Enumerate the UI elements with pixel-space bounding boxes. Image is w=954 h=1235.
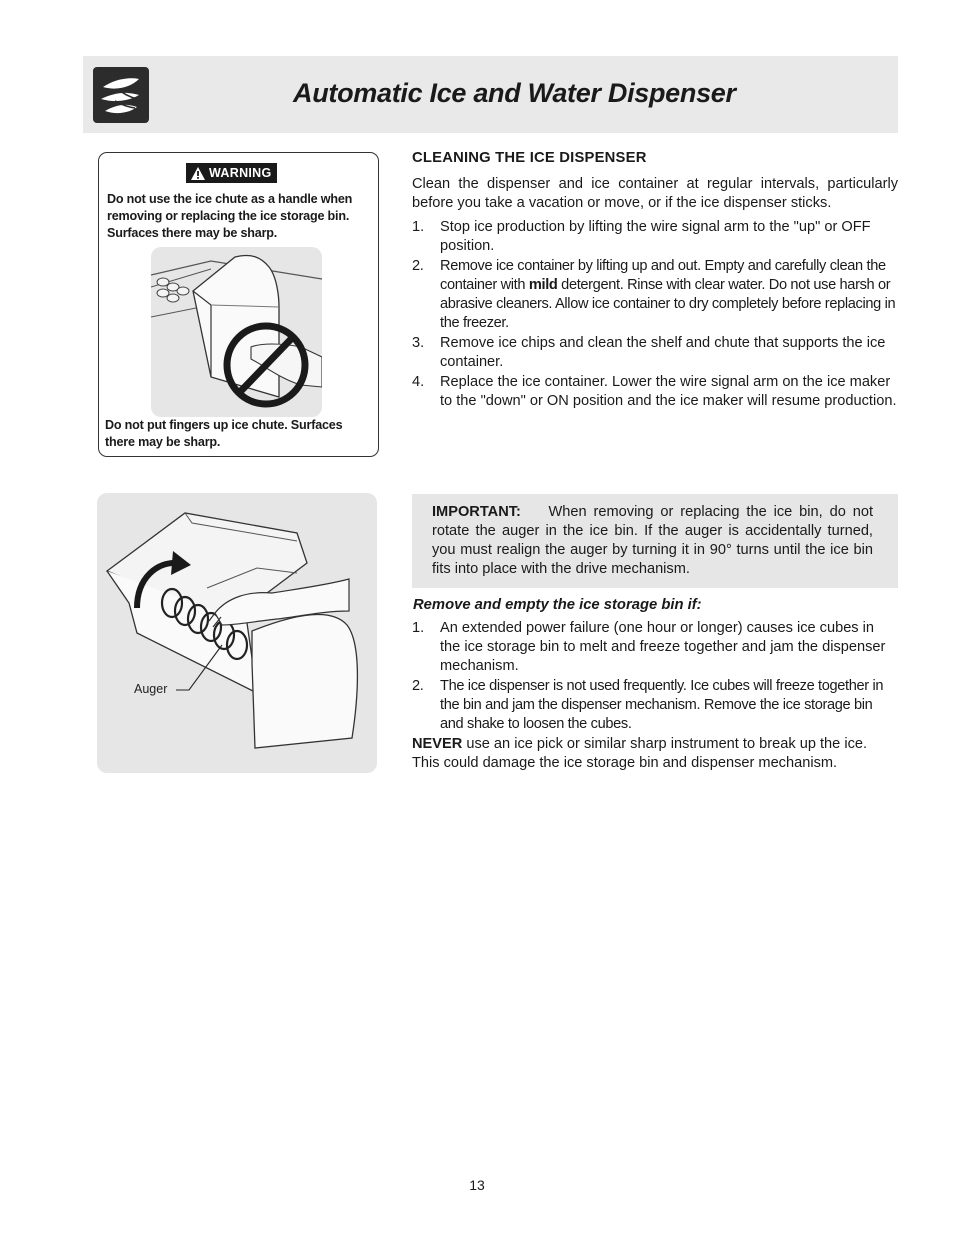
page-number: 13: [469, 1177, 485, 1193]
list-item: [412, 619, 898, 676]
list-item-number: 2.: [412, 258, 424, 274]
important-note: [412, 494, 898, 588]
ice-chute-illustration: [151, 247, 322, 417]
list-item-text: The ice dispenser is not used frequently. Ice cubes will freeze together in the bin and jam the dispenser mechanism. Remove the ice storage bin and shake to loosen the cubes.: [440, 678, 884, 732]
cleaning-steps-list: [412, 218, 898, 412]
cleaning-heading: CLEANING THE ICE DISPENSER: [412, 150, 647, 166]
list-item-text-part: detergent. Rinse with clear water. Do not use harsh or abrasive cleaners. Allow ice container to dry completely before replacing in the freezer.: [440, 277, 896, 331]
list-item-text: Replace the ice container. Lower the wire signal arm on the ice maker to the "down" or ON position and the ice maker will resume production.: [440, 374, 897, 409]
page-title: Automatic Ice and Water Dispenser: [293, 78, 736, 108]
auger-illustration: [97, 493, 377, 773]
auger-label: Auger: [134, 682, 168, 696]
cleaning-intro: Clean the dispenser and ice container at regular intervals, particularly before you take a vacation or move, or if the ice dispenser sticks.: [412, 176, 898, 211]
list-item-text: Remove ice chips and clean the shelf and chute that supports the ice container.: [440, 335, 886, 370]
list-item: [412, 373, 898, 411]
list-item: [412, 334, 898, 372]
never-label: NEVER: [412, 736, 463, 752]
important-body: When removing or replacing the ice bin, do not rotate the auger in the ice bin. If the auger is accidentally turned, you must realign the auger by turning it in 90° turns until the ice bin fits into place with the drive mechanism.: [432, 504, 874, 577]
list-item-emphasis: mild: [528, 277, 558, 293]
list-item-number: 4.: [412, 374, 425, 390]
warning-box: [98, 152, 379, 457]
page-header: [83, 56, 898, 133]
warning-badge-label: WARNING: [209, 166, 272, 180]
list-item-text: An extended power failure (one hour or longer) causes ice cubes in the ice storage bin to melt and freeze together and jam the dispenser mechanism.: [440, 620, 886, 674]
leaves-logo-icon: [93, 67, 149, 123]
list-item-text-part: Remove ice container by lifting up and out. Empty and carefully clean the container with: [440, 258, 886, 293]
important-label: IMPORTANT:: [432, 504, 521, 520]
list-item: [412, 257, 898, 333]
list-item: [412, 218, 898, 256]
list-item-number: 1.: [412, 620, 425, 636]
never-text: use an ice pick or similar sharp instrument to break up the ice. This could damage the ice storage bin and dispenser mechanism.: [412, 736, 868, 771]
never-warning: [412, 735, 898, 773]
warning-badge: [186, 163, 277, 183]
important-note-text: [432, 503, 873, 579]
remove-bin-heading: Remove and empty the ice storage bin if:: [413, 597, 702, 613]
remove-bin-list: [412, 619, 898, 735]
warning-text-fingers: Do not put fingers up ice chute. Surfaces there may be sharp.: [105, 418, 343, 449]
list-item-number: 2.: [412, 678, 424, 694]
list-item-number: 1.: [412, 219, 425, 235]
list-item-number: 3.: [412, 335, 425, 351]
warning-text-chute-handle: Do not use the ice chute as a handle when removing or replacing the ice storage bin. Surfaces there may be sharp.: [107, 192, 353, 240]
list-item: [412, 677, 898, 734]
list-item-text: Stop ice production by lifting the wire signal arm to the "up" or OFF position.: [440, 219, 871, 254]
warning-triangle-icon: [190, 166, 206, 181]
